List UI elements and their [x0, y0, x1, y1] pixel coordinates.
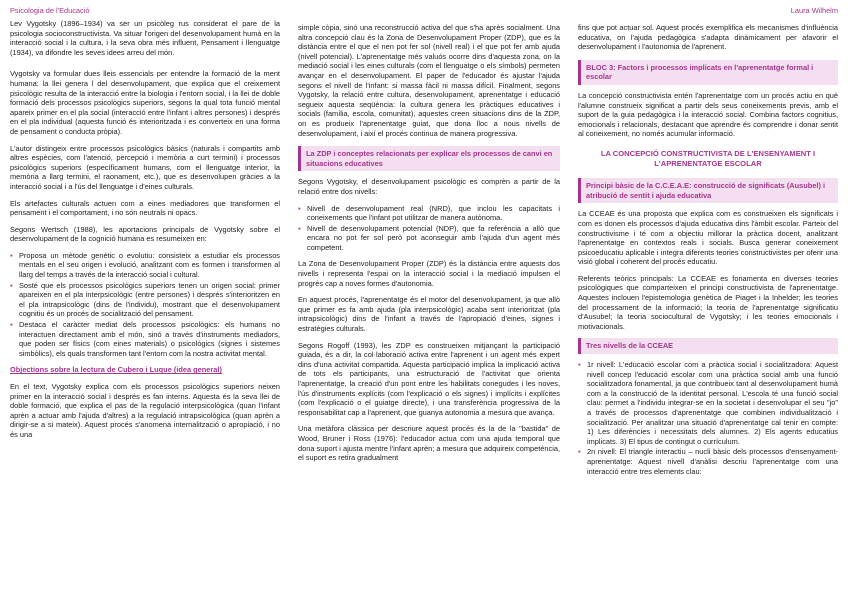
bullet-list [10, 251, 280, 359]
paragraph: Segons Vygotsky, el desenvolupament psicològic es comprèn a partir de la relació entre dos nivells: [298, 177, 560, 196]
paragraph: En aquest procés, l'aprenentatge és el motor del desenvolupament, ja que allò que primer es fa amb ajuda (pla interpsicològic) acaba sent interioritzat (pla intrapsicològic) dins de l'infant a través de l'apropiació d'eines, signes i estratègies culturals. [298, 295, 560, 334]
bullet-list [578, 360, 838, 476]
list-item: ▪ 1r nivell: L'educació escolar com a pràctica social i socialitzadora: Aquest nivell concep l'educació escolar com una pràctica social amb una funció socialitzadora fonamental, ja que contribueix tant al desenvolupament humà com a la construcció de la identitat personal. L'escola té una funció social clau: permet a l'individu integrar-se en la societat i desenvolupar el seu "jo" a través de processos d'aprenentatge que combinen individualització i socialització. Per analitzar una situació d'aprenentatge cal tenir en compte: 1) Les diferències i necessitats dels alumnes. 2) Els agents educatius implicats. 3) El tipus de contingut o currículum. [578, 360, 838, 446]
list-item: ▪ Nivell de desenvolupament potencial (NDP), que fa referència a allò que encara no pot fer sol però pot aconseguir amb l'ajuda d'un agent més competent. [298, 224, 560, 253]
paragraph: Segons Rogoff (1993), les ZDP es construeixen mitjançant la participació guiada, és a dir, la col·laboració activa entre l'aprenent i un agent més expert dins d'una activitat compartida. Aquesta participació implica la implicació activa de tots els participants, una estructuració de l'activitat que orienta l'aprenentatge, la creació d'un pont entre les habilitats conegudes i les noves, l'ús d'instruments explícits (com l'explicació o els signes) i implícits i explícites (com l'explicació o el guiatge directe), i una transferència progressiva de la responsabilitat cap a l'aprenent, que guanya autonomia a mesura que avança. [298, 340, 560, 417]
list-item: ▪ Proposa un mètode genètic o evolutiu: consisteix a estudiar els processos mentals en el seu origen i evolució, analitzant com es formen i transformen al llarg del temps a través de la interacció social i cultural. [10, 251, 280, 280]
column-3 [578, 23, 838, 483]
column-2 [298, 23, 560, 470]
paragraph: La CCEAE és una proposta que explica com es construeixen els significats i com es donen els processos d'ajuda educativa dins l'àmbit escolar. Parteix del constructivisme i té com a objectiu millorar la pràctica docent, analitzant l'aprenentatge en contextos reals i socials. Busca generar coneixement psicoeducatiu aplicable i integra diferents teories constructivistes per oferir una visió global i coherent del procés educatiu. [578, 209, 838, 267]
list-item: ▪ Nivell de desenvolupament real (NRD), que inclou les capacitats i coneixements que l'infant pot utilitzar de manera autònoma. [298, 204, 560, 223]
section-title: LA CONCEPCIÓ CONSTRUCTIVISTA DE L'ENSENYAMENT I L'APRENENTATGE ESCOLAR [600, 148, 816, 168]
section-heading-box: BLOC 3: Factors i processos implicats en l'aprenentatge formal i escolar [578, 60, 838, 85]
header-left: Psicologia de l'Educació [10, 6, 90, 15]
paragraph: Els artefactes culturals actuen com a eines mediadores que transformen el pensament i el comportament, i no són neutrals ni opacs. [10, 198, 280, 218]
section-heading-box: Principi bàsic de la C.C.E.A.E: construcció de significats (Ausubel) i atribució de sentit i ajuda educativa [578, 178, 838, 203]
section-subheading: Objections sobre la lectura de Cubero i Luque (idea general) [10, 365, 222, 375]
paragraph: Referents teòrics principals: La CCEAE es fonamenta en diverses teories psicològiques que comparteixen el principi constructivista de l'aprenentatge. Aquestes inclouen l'epistemologia genètica de Piaget i la Inhelder; les teories del processament de la informació; la teoria de l'aprenentatge significatiu d'Ausubel; la teoria sociocultural de Vygotsky; i les teories emocionals i motivacionals. [578, 273, 838, 331]
paragraph: La concepció constructivista entén l'aprenentatge com un procés actiu en què l'alumne construeix significat a partir dels seus coneixements previs, amb el suport de la guia pedagògica i la interacció social. Combina factors cognitius, emocionals i relacionals, destacant que aprendre és comprendre i donar sentit al coneixement, no només acumular informació. [578, 90, 838, 139]
paragraph: simple còpia, sinó una reconstrucció activa del que s'ha après socialment. Una altra concepció clau és la Zona de Desenvolupament Proper (ZDP), que es la distància entre el que el nen pot fer sol (nivell real) i el que pot fer amb ajuda (nivell potencial). L'aprenentatge més valuós ocorre dins d'aquesta zona, on la mediació social i les eines culturals (com el llenguatge o els símbols) permeten avançar en el desenvolupament. El paper de l'educador és ajustar l'ajuda segons el nivell de l'infant: si massa fàcil ni massa difícil. Finalment, segons Vygotsky, la relació entre cultura, desenvolupament, aprenentatge i educació segueix aquesta seqüència: la cultura genera les pràctiques educatives i socials (família, escola, comunitat), aquestes creen situacions dins de la ZDP, on es produeix l'aprenentatge guiat, que dona lloc a nous nivells de desenvolupament, i així el procés continua de manera progressiva. [298, 23, 560, 138]
paragraph: Vygotsky va formular dues lleis essencials per entendre la formació de la ment humana: la llei genera l del desenvolupament, que explica que el creixement psicològic resulta de la interacció entre la biologia i l'entorn social, i la llei de doble formació dels processos psicològics superiors, segons la qual tota funció mental apareix primer en el pla social (interacció entre l'infant i altres persones) i després en el pla individual (aquesta funció és interioritzada i es converteix en una forma de pensament o conducta pròpia). [10, 69, 280, 136]
section-heading-box: Tres nivells de la CCEAE [578, 338, 838, 354]
paragraph: fins que pot actuar sol. Aquest procés exemplifica els mecanismes d'influència educativa, on l'ajuda pedagògica s'adapta dinàmicament per afavorir el desenvolupament i l'autonomia de l'aprenent. [578, 23, 838, 52]
paragraph: Una metàfora clàssica per descriure aquest procés és la de la "bastida" de Wood, Bruner i Ross (1976): l'educador actua com una ajuda temporal que dona suport i ajusta mentre l'infant aprèn; a mesura que adquireix competència, el suport es retira gradualment [298, 424, 560, 463]
paragraph: L'autor distingeix entre processos psicològics bàsics (naturals i compartits amb altres espècies, com l'atenció, percepció i memòria a curt termini) i processos psicològics superiors (específicament humans, com el llenguatge interior, la memòria a llarg termini, el raonament, etc.), que es desenvolupen gràcies a la interacció social i a l'ús del llenguatge i d'eines culturals. [10, 143, 280, 191]
section-heading-box: La ZDP i conceptes relacionats per explicar els processos de canvi en situacions educatives [298, 146, 560, 171]
column-1 [10, 19, 280, 447]
list-item: ▪ 2n nivell: El triangle interactiu – nucli bàsic dels processos d'ensenyament-aprenentatge: Aquest nivell d'anàlisi descriu l'aprenentatge com una interacció entre tres elements clau: [578, 447, 838, 476]
list-item: ▪ Sosté que els processos psicològics superiors tenen un origen social: primer apareixen en el pla interpsicològic (entre persones) i després s'interioritzen en el pla intrapsicològic (dins de l'individu), mostrant que el desenvolupament cognitiu és un procés de socialització del pensament. [10, 281, 280, 319]
paragraph: Lev Vygotsky (1896–1934) va ser un psicòleg rus considerat el pare de la psicologia socioconstructivista. Va situar l'origen del desenvolupament humà en la interacció social i la cultura, i la seva obra més influent, Pensament i llenguatge (1934), va difondre les seves idees arreu del món. [10, 19, 280, 57]
bullet-list [298, 204, 560, 253]
paragraph: En el text, Vygotsky explica com els processos psicològics superiors neixen primer en la interacció social i després es fan interns. Aquesta és la seva llei de doble formació, que explica el pas de la regulació interpsicològica (quan l'infant aprèn a actuar amb l'ajuda d'altres) a la regulació intrapsicològica (quan aprèn a dirigir-se a si mateix). Aquest procés s'anomena internalització o apropiació, i no és una [10, 382, 280, 439]
paragraph: Segons Wertsch (1988), les aportacions principals de Vygotsky sobre el desenvolupament de la cognició humana es resumeixen en: [10, 224, 280, 244]
paragraph: La Zona de Desenvolupament Proper (ZDP) és la distància entre aquests dos nivells i representa l'espai on la interacció social i la mediació impulsen el progrés cap a noves formes d'autonomia. [298, 259, 560, 288]
header-right: Laura Wilhelm [790, 6, 838, 15]
list-item: ▪ Destaca el caràcter mediat dels processos psicològics: els humans no interactuen directament amb el món, sinó a través d'instruments mediadors, que poden ser físics (com eines materials) o psicològics (signes i sistemes simbòlics), els quals transformen tant l'entorn com la nostra activitat mental. [10, 320, 280, 358]
